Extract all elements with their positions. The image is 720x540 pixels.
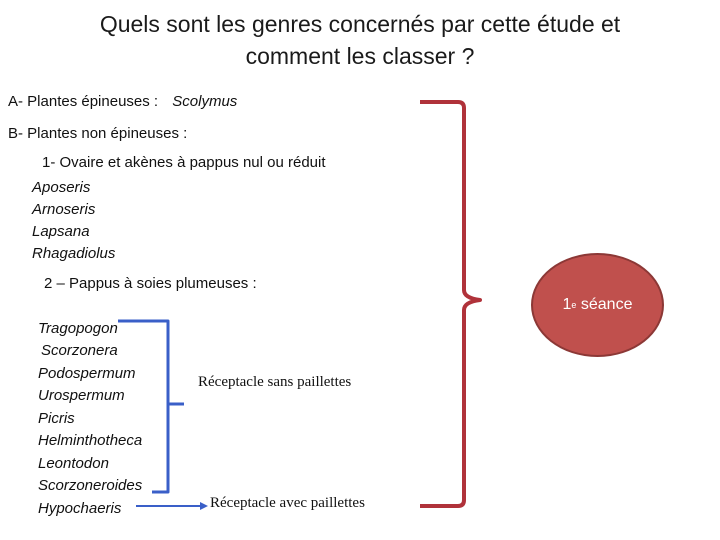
list-item: Leontodon xyxy=(38,455,109,472)
receptacle-without-bristles: Réceptacle sans paillettes xyxy=(198,374,352,390)
section-a-genus: Scolymus xyxy=(172,93,238,110)
list-item: Scorzoneroides xyxy=(38,477,143,494)
list-item: Aposeris xyxy=(32,179,91,196)
list-item: Picris xyxy=(38,410,75,427)
title-line-1: Quels sont les genres concernés par cette étude et xyxy=(99,11,621,37)
list-item: Rhagadiolus xyxy=(32,245,116,262)
list-item: Arnoseris xyxy=(32,201,96,218)
session-number: 1 xyxy=(562,296,572,313)
list-item: Urospermum xyxy=(38,387,125,404)
section-b-label: B- Plantes non épineuses : xyxy=(8,125,188,142)
blue-bracket xyxy=(118,321,168,492)
group1-heading: 1- Ovaire et akènes à pappus nul ou réduit xyxy=(42,154,326,171)
session-suffix: e xyxy=(571,300,577,310)
title-line-2: comment les classer ? xyxy=(245,43,475,69)
section-a-label: A- Plantes épineuses : xyxy=(8,93,159,110)
list-item: Tragopogon xyxy=(38,320,118,337)
receptacle-with-bristles: Réceptacle avec paillettes xyxy=(210,495,365,511)
list-item: Hypochaeris xyxy=(38,500,122,517)
red-curly-bracket xyxy=(420,102,480,506)
list-item: Lapsana xyxy=(32,223,90,240)
group2-heading: 2 – Pappus à soies plumeuses : xyxy=(44,275,257,292)
session-badge xyxy=(531,253,664,357)
list-item: Podospermum xyxy=(38,365,136,382)
session-word: séance xyxy=(576,296,633,313)
list-item: Scorzonera xyxy=(41,342,118,359)
list-item: Helminthotheca xyxy=(38,432,143,449)
